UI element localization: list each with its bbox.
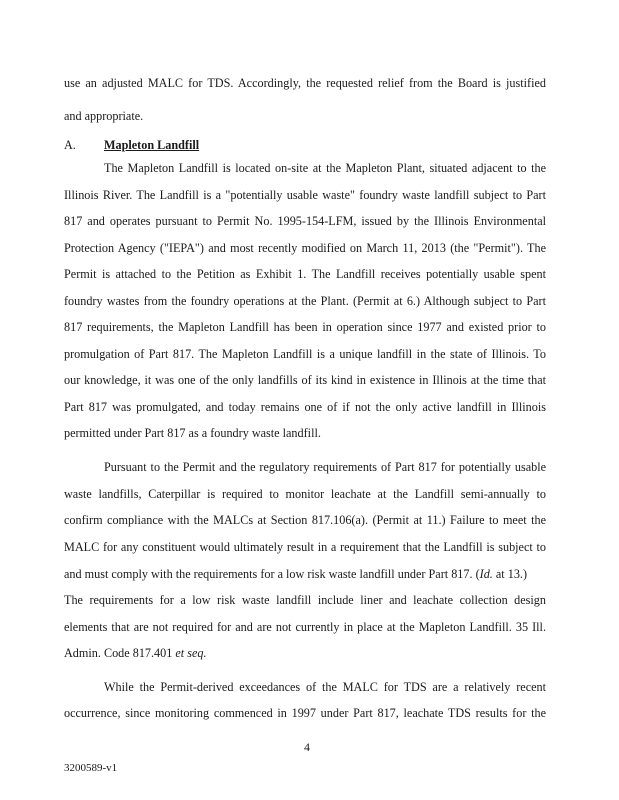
body-line-text: Admin. Code 817.401 bbox=[64, 646, 176, 660]
body-line: Protection Agency ("IEPA") and most recently modified on March 11, 2013 (the "Permit"). The bbox=[64, 241, 546, 255]
body-line: occurrence, since monitoring commenced in 1997 under Part 817, leachate TDS results for the bbox=[64, 706, 546, 720]
section-letter: A. bbox=[64, 138, 76, 152]
citation-id: Id. bbox=[479, 567, 493, 581]
body-line: 817 requirements, the Mapleton Landfill has been in operation since 1977 and existed prior to bbox=[64, 320, 546, 334]
body-line-citation bbox=[64, 567, 546, 581]
body-line: The requirements for a low risk waste landfill include liner and leachate collection design bbox=[64, 593, 546, 607]
body-line: promulgation of Part 817. The Mapleton Landfill is a unique landfill in the state of Illinois. To bbox=[64, 347, 546, 361]
body-line: our knowledge, it was one of the only landfills of its kind in existence in Illinois at the time that bbox=[64, 373, 546, 387]
body-line: use an adjusted MALC for TDS. Accordingly, the requested relief from the Board is justified bbox=[64, 76, 546, 90]
body-line: permitted under Part 817 as a foundry waste landfill. bbox=[64, 426, 321, 440]
body-line-text: and must comply with the requirements for a low risk waste landfill under Part 817. ( bbox=[64, 567, 480, 581]
body-line: Illinois River. The Landfill is a "potentially usable waste" foundry waste landfill subject to Part bbox=[64, 188, 546, 202]
section-title: Mapleton Landfill bbox=[104, 138, 200, 152]
body-line: Pursuant to the Permit and the regulatory requirements of Part 817 for potentially usable bbox=[104, 460, 546, 474]
page-number: 4 bbox=[304, 740, 310, 754]
body-line: While the Permit-derived exceedances of the MALC for TDS are a relatively recent bbox=[104, 680, 546, 694]
body-line: Part 817 was promulgated, and today remains one of if not the only active landfill in Illinois bbox=[64, 400, 546, 414]
body-line: foundry wastes from the foundry operations at the Plant. (Permit at 6.) Although subject to Part bbox=[64, 294, 546, 308]
body-line: 817 and operates pursuant to Permit No. 1995-154-LFM, issued by the Illinois Environmental bbox=[64, 214, 546, 228]
body-line: Permit is attached to the Petition as Exhibit 1. The Landfill receives potentially usable spent bbox=[64, 267, 546, 281]
body-line: MALC for any constituent would ultimately result in a requirement that the Landfill is subject to bbox=[64, 540, 546, 554]
citation-rest: at 13.) bbox=[492, 567, 528, 581]
body-line: confirm compliance with the MALCs at Section 817.106(a). (Permit at 11.) Failure to meet the bbox=[64, 513, 546, 527]
body-line: and appropriate. bbox=[64, 109, 144, 123]
body-line-et-seq bbox=[64, 646, 207, 660]
body-line: The Mapleton Landfill is located on-site at the Mapleton Plant, situated adjacent to the bbox=[104, 161, 546, 175]
et-seq-text: et seq. bbox=[175, 646, 207, 660]
body-line: waste landfills, Caterpillar is required to monitor leachate at the Landfill semi-annually to bbox=[64, 487, 546, 501]
body-line: elements that are not required for and are not currently in place at the Mapleton Landfill. 35 Ill. bbox=[64, 620, 546, 634]
document-footer-id: 3200589-v1 bbox=[64, 762, 118, 774]
